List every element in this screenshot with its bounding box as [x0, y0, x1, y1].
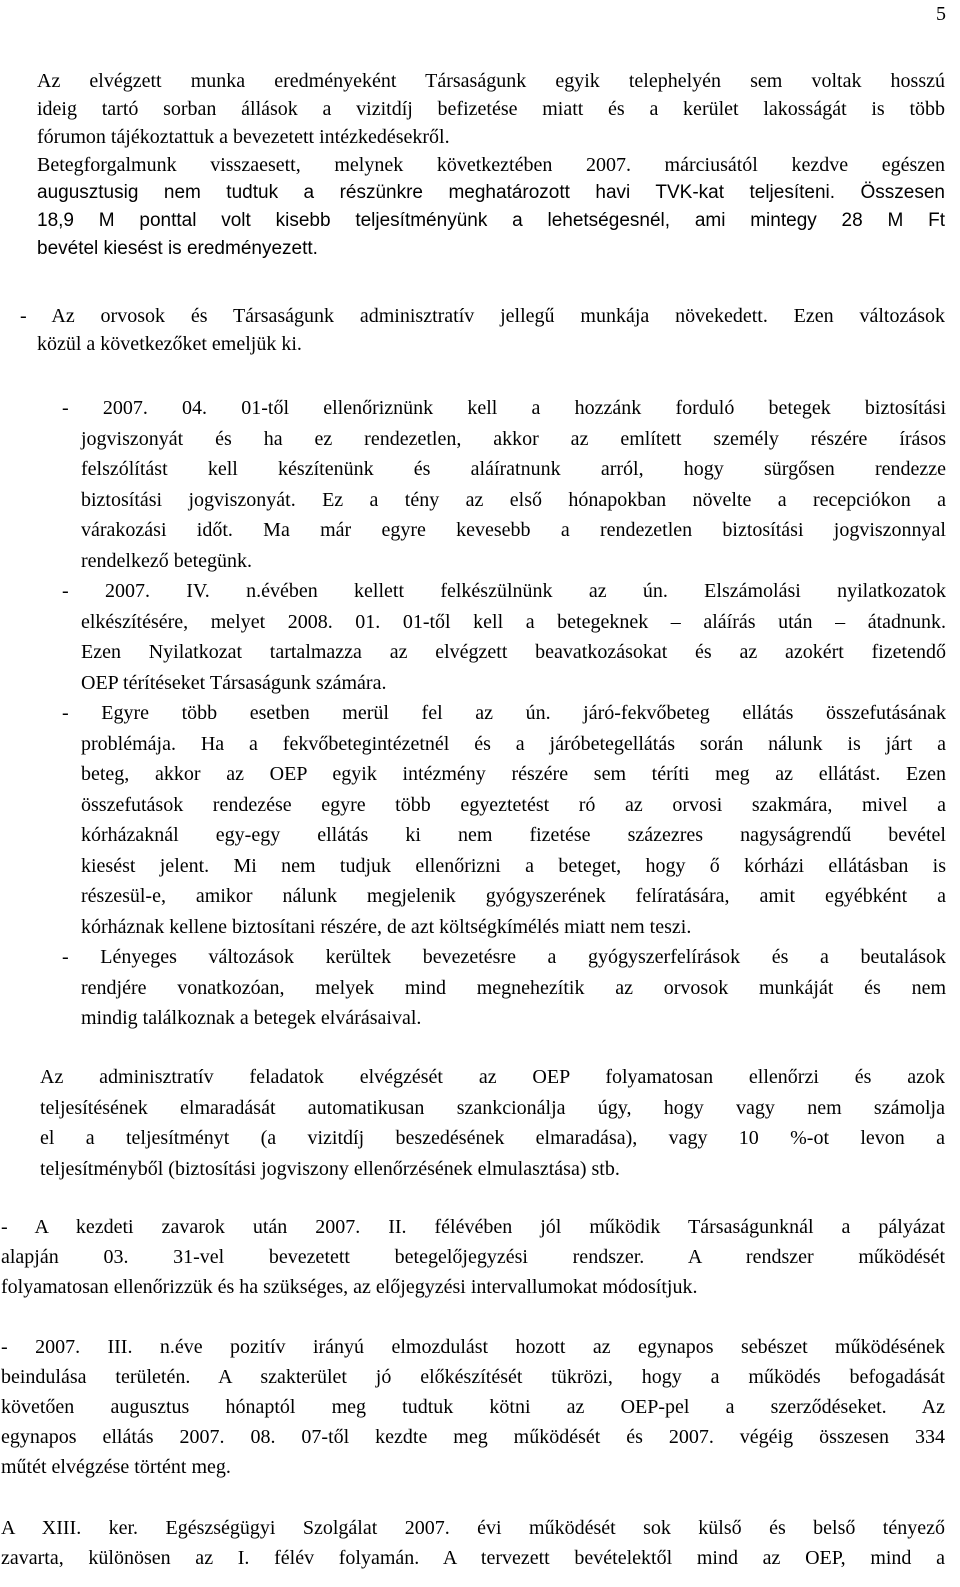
text-line: Az elvégzett munka eredményeként Társaságunk egyik telephelyén sem voltak hosszú	[37, 70, 945, 92]
list-item-line: kórháznak kellene biztosítani részére, de azt költségkímélés miatt nem teszi.	[81, 915, 692, 938]
list-item-line: jogviszonyát és ha ez rendezetlen, akkor az említett személy részére írásos	[81, 427, 946, 450]
text-line: - Az orvosok és Társaságunk adminisztratív jellegű munkája növekedett. Ezen változások	[20, 305, 945, 327]
list-item-line: várakozási időt. Ma már egyre kevesebb a rendezetlen biztosítási jogviszonnyal	[81, 519, 946, 541]
text-line: beindulása területén. A szakterület jó előkészítését tükrözi, hogy a működés befogadását	[1, 1366, 945, 1388]
list-item-line: összefutások rendezése egyre több egyeztetést ró az orvosi szakmára, mivel a	[81, 793, 946, 816]
list-item-line: kórházaknál egy-egy ellátás ki nem fizetése százezres nagyságrendű bevétel	[81, 824, 946, 846]
text-line: követően augusztus hónaptól meg tudtuk kötni az OEP-pel a szerződéseket. Az	[1, 1396, 945, 1418]
list-item-line: Ezen Nyilatkozat tartalmazza az elvégzett beavatkozásokat és az azokért fizetendő	[81, 641, 946, 663]
list-item-line: - 2007. IV. n.évében kellett felkészülnünk az ún. Elszámolási nyilatkozatok	[62, 580, 946, 602]
text-line: ideig tartó sorban állások a vizitdíj befizetése miatt és a kerület lakosságát is több	[37, 98, 945, 120]
text-line: Az adminisztratív feladatok elvégzését az OEP folyamatosan ellenőrzi és azok	[40, 1066, 945, 1088]
paragraph-intro	[37, 67, 945, 263]
list-item-line: mindig találkoznak a betegek elvárásaival.	[81, 1007, 422, 1029]
text-line: zavarta, különösen az I. félév folyamán. A tervezett bevételektől mind az OEP, mind a	[1, 1547, 945, 1569]
text-line: augusztusig nem tudtuk a részünkre meghatározott havi TVK-kat teljesíteni. Összesen	[37, 182, 945, 203]
text-line: folyamatosan ellenőrizzük és ha szükséges, az előjegyzési intervallumokat módosítjuk.	[1, 1276, 698, 1298]
text-line: egynapos ellátás 2007. 08. 07-től kezdte meg működését és 2007. végéig összesen 334	[1, 1426, 945, 1448]
text-line: teljesítményből (biztosítási jogviszony ellenőrzésének elmulasztása) stb.	[40, 1157, 620, 1180]
text-line: bevétel kiesést is eredményezett.	[37, 238, 318, 259]
text-line: közül a következőket emeljük ki.	[37, 333, 302, 355]
list-item-line: felszólítást kell készítenünk és aláíratnunk arról, hogy sürgősen rendezze	[81, 458, 946, 480]
list-item-line: - Lényeges változások kerültek bevezetésre a gyógyszerfelírások és a beutalások	[62, 946, 946, 968]
paragraph-changes-list	[62, 393, 946, 1034]
paragraph-day-surgery	[1, 1332, 945, 1482]
text-line: Betegforgalmunk visszaesett, melynek következtében 2007. márciusától kezdve egészen	[37, 154, 945, 176]
list-item-line: rendelkező betegünk.	[81, 549, 253, 572]
list-item-line: biztosítási jogviszonyát. Ez a tény az első hónapokban növelte a recepciókon a	[81, 488, 946, 511]
text-line: - A kezdeti zavarok után 2007. II. félévében jól működik Társaságunknál a pályázat	[1, 1216, 945, 1238]
text-line: 18,9 M ponttal volt kisebb teljesítményünk a lehetségesnél, ami mintegy 28 M Ft	[37, 210, 945, 231]
page-number: 5	[936, 3, 946, 25]
paragraph-oep-control	[40, 1062, 945, 1184]
text-line: teljesítésének elmaradását automatikusan szankcionálja úgy, hogy vagy nem számolja	[40, 1096, 945, 1119]
text-line: el a teljesítményt (a vizitdíj beszedésének elmaradása), vagy 10 %-ot levon a	[40, 1127, 945, 1149]
text-line: fórumon tájékoztattuk a bevezetett intézkedésekről.	[37, 126, 450, 148]
text-line: műtét elvégzése történt meg.	[1, 1456, 231, 1478]
paragraph-admin-work	[20, 302, 945, 358]
list-item-line: problémája. Ha a fekvőbetegintézetnél és a járóbetegellátás során nálunk is járt a	[81, 732, 946, 755]
list-item-line: kiesést jelent. Mi nem tudjuk ellenőrizni a beteget, hogy ő kórházi ellátásban is	[81, 854, 946, 877]
list-item-line: OEP térítéseket Társaságunk számára.	[81, 671, 387, 694]
list-item-line: részesül-e, amikor nálunk megjelenik gyógyszerének felíratására, amit egyébként a	[81, 885, 946, 907]
paragraph-summary	[1, 1513, 945, 1573]
list-item-line: elkészítésére, melyet 2008. 01. 01-től kell a betegeknek – aláírás után – átadnunk.	[81, 610, 946, 633]
list-item-line: beteg, akkor az OEP egyik intézmény részére sem téríti meg az ellátást. Ezen	[81, 763, 946, 785]
list-item-line: - 2007. 04. 01-től ellenőriznünk kell a hozzánk forduló betegek biztosítási	[62, 397, 946, 419]
list-item-line: rendjére vonatkozóan, melyek mind megnehezítik az orvosok munkáját és nem	[81, 976, 946, 999]
text-line: alapján 03. 31-vel bevezetett betegelőjegyzési rendszer. A rendszer működését	[1, 1246, 945, 1268]
list-item-line: - Egyre több esetben merül fel az ún. járó-fekvőbeteg ellátás összefutásának	[62, 702, 946, 724]
text-line: A XIII. ker. Egészségügyi Szolgálat 2007. évi működését sok külső és belső tényező	[1, 1517, 945, 1539]
paragraph-booking-system	[1, 1212, 945, 1302]
text-line: - 2007. III. n.éve pozitív irányú elmozdulást hozott az egynapos sebészet működésének	[1, 1336, 945, 1358]
